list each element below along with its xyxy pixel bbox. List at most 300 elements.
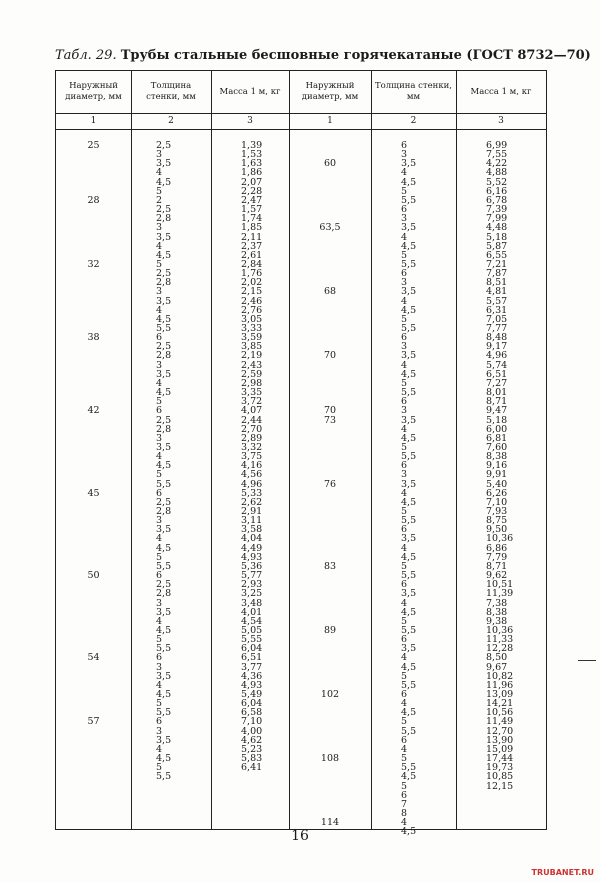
wall-thickness-cell: 2,5 <box>156 496 172 508</box>
mass-cell: 4,93 <box>241 679 263 691</box>
margin-mark <box>578 660 596 661</box>
mass-cell: 2,91 <box>241 506 263 517</box>
wall-thickness-cell: 6 <box>401 396 408 408</box>
table-caption <box>55 48 591 63</box>
wall-thickness-cell: 4 <box>401 423 408 435</box>
wall-thickness-cell: 3 <box>401 149 408 161</box>
wall-thickness-cell: 4 <box>401 652 408 664</box>
wall-thickness-cell: 5 <box>156 396 163 408</box>
mass-cell: 9,17 <box>486 341 508 353</box>
mass-cell: 10,85 <box>486 771 514 783</box>
wall-thickness-cell: 2 <box>156 194 163 206</box>
wall-thickness-cell: 4 <box>156 679 163 691</box>
mass-cell: 7,60 <box>486 441 508 453</box>
mass-cell: 8,50 <box>486 652 508 664</box>
wall-thickness-cell: 4 <box>401 743 408 755</box>
header-divider <box>56 113 546 114</box>
wall-thickness-cell: 6 <box>401 579 408 591</box>
colnum-1-right: 1 <box>327 116 333 126</box>
outer-diameter-cell: 60 <box>323 158 337 170</box>
outer-diameter-cell: 57 <box>87 716 100 728</box>
wall-thickness-cell: 4,5 <box>401 551 417 563</box>
wall-thickness-cell: 5 <box>156 762 163 774</box>
mass-cell: 2,84 <box>241 258 263 270</box>
mass-cell: 6,41 <box>241 762 263 774</box>
mass-cell: 3,05 <box>241 313 263 325</box>
col-divider <box>289 71 290 829</box>
wall-thickness-cell: 3 <box>156 725 163 737</box>
page-number: 16 <box>291 828 309 844</box>
mass-cell: 5,49 <box>241 689 263 700</box>
wall-thickness-cell: 5 <box>156 634 163 646</box>
mass-cell: 5,57 <box>486 295 508 307</box>
colnum-1-left: 1 <box>90 116 97 126</box>
mass-cell: 11,39 <box>486 588 514 600</box>
wall-thickness-cell: 4 <box>401 295 408 307</box>
mass-cell: 5,77 <box>241 570 263 582</box>
wall-thickness-cell: 2,5 <box>156 140 172 151</box>
wall-thickness-cell: 4,5 <box>156 689 172 700</box>
caption-title: Трубы стальные бесшовные горячекатаные (ГОСТ 8732—70) <box>120 48 591 63</box>
mass-cell: 4,56 <box>241 469 263 481</box>
mass-cell: 12,15 <box>486 780 514 792</box>
mass-cell: 3,35 <box>241 387 263 399</box>
wall-thickness-cell: 2,8 <box>156 350 172 362</box>
mass-cell: 5,05 <box>241 624 263 636</box>
wall-thickness-cell: 2,5 <box>156 414 172 426</box>
mass-cell: 9,62 <box>486 570 508 582</box>
mass-cell: 7,21 <box>486 258 508 270</box>
mass-cell: 1,76 <box>241 268 263 280</box>
mass-cell: 2,89 <box>241 432 263 444</box>
header-diameter-left: Наружный диаметр, мм <box>65 81 122 102</box>
wall-thickness-cell: 4 <box>156 533 163 545</box>
wall-thickness-cell: 3 <box>156 286 163 298</box>
mass-cell: 7,27 <box>486 377 508 389</box>
wall-thickness-cell: 7 <box>401 798 408 810</box>
mass-cell: 4,07 <box>241 405 263 417</box>
wall-thickness-cell: 5,5 <box>156 707 172 719</box>
wall-thickness-cell: 4 <box>156 451 163 463</box>
wall-thickness-cell: 4 <box>156 377 163 389</box>
mass-cell: 6,86 <box>486 542 508 554</box>
mass-cell: 5,40 <box>486 478 508 490</box>
caption-label: Табл. 29. <box>55 48 117 63</box>
wall-thickness-cell: 4,5 <box>156 313 172 325</box>
mass-cell: 6,58 <box>241 707 263 719</box>
wall-thickness-cell: 5 <box>156 469 163 481</box>
outer-diameter-cell: 50 <box>87 570 100 582</box>
wall-thickness-cell: 5 <box>401 780 408 792</box>
wall-thickness-cell: 5,5 <box>156 560 172 572</box>
mass-cell: 2,07 <box>241 176 263 188</box>
mass-cell: 3,11 <box>241 515 263 527</box>
mass-cell: 2,93 <box>241 579 263 591</box>
wall-thickness-cell: 6 <box>156 570 163 582</box>
wall-thickness-cell: 5 <box>156 551 163 563</box>
outer-diameter-cell: 73 <box>323 414 337 426</box>
mass-cell: 6,16 <box>486 185 508 197</box>
wall-thickness-cell: 6 <box>156 332 163 344</box>
colnum-divider <box>56 129 546 130</box>
wall-thickness-cell: 4,5 <box>401 661 417 673</box>
wall-thickness-cell: 4 <box>401 167 408 179</box>
outer-diameter-cell: 102 <box>320 689 340 700</box>
mass-cell: 2,11 <box>241 231 263 243</box>
mass-cell: 7,39 <box>486 204 508 216</box>
mass-cell: 2,44 <box>241 414 263 426</box>
outer-diameter-cell: 63,5 <box>319 222 341 234</box>
wall-thickness-cell: 3,5 <box>401 643 417 655</box>
wall-thickness-cell: 6 <box>156 652 163 664</box>
mass-cell: 10,36 <box>486 533 514 545</box>
mass-cell: 5,74 <box>486 359 508 371</box>
mass-cell: 13,09 <box>486 689 514 700</box>
wall-thickness-cell: 5,5 <box>401 725 417 737</box>
wall-thickness-cell: 2,5 <box>156 579 172 591</box>
wall-thickness-cell: 5 <box>401 377 408 389</box>
mass-cell: 5,23 <box>241 743 263 755</box>
mass-cell: 9,47 <box>486 405 508 417</box>
wall-thickness-cell: 6 <box>156 716 163 728</box>
mass-cell: 1,63 <box>241 158 263 170</box>
wall-thickness-cell: 3,5 <box>156 670 172 682</box>
header-diameter-right: Наружный диаметр, мм <box>301 81 359 102</box>
wall-thickness-cell: 4,5 <box>156 460 172 472</box>
mass-cell: 4,93 <box>241 551 263 563</box>
mass-cell: 17,44 <box>486 753 514 765</box>
wall-thickness-cell: 3,5 <box>401 414 417 426</box>
header-thickness-right: Толщина стенки, мм <box>374 81 453 102</box>
wall-thickness-cell: 3,5 <box>401 350 417 362</box>
mass-cell: 8,75 <box>486 515 508 527</box>
wall-thickness-cell: 3,5 <box>401 478 417 490</box>
mass-cell: 10,82 <box>486 670 514 682</box>
mass-cell: 4,01 <box>241 606 263 618</box>
wall-thickness-cell: 5 <box>401 670 408 682</box>
wall-thickness-cell: 3,5 <box>401 533 417 545</box>
outer-diameter-cell: 114 <box>320 817 340 829</box>
mass-cell: 1,74 <box>241 213 263 225</box>
wall-thickness-cell: 8 <box>401 807 408 819</box>
wall-thickness-cell: 5 <box>401 506 408 517</box>
mass-cell: 3,77 <box>241 661 263 673</box>
mass-cell: 8,38 <box>486 606 508 618</box>
mass-cell: 10,56 <box>486 707 514 719</box>
mass-cell: 7,79 <box>486 551 508 563</box>
wall-thickness-cell: 4,5 <box>401 368 417 380</box>
wall-thickness-cell: 3 <box>401 405 408 417</box>
mass-cell: 6,81 <box>486 432 508 444</box>
mass-cell: 9,67 <box>486 661 508 673</box>
mass-cell: 2,62 <box>241 496 263 508</box>
mass-cell: 2,43 <box>241 359 263 371</box>
wall-thickness-cell: 4,5 <box>156 387 172 399</box>
mass-cell: 1,53 <box>241 149 263 161</box>
wall-thickness-cell: 5 <box>401 313 408 325</box>
wall-thickness-cell: 5 <box>401 441 408 453</box>
wall-thickness-cell: 5 <box>156 185 163 197</box>
wall-thickness-cell: 4,5 <box>156 249 172 261</box>
wall-thickness-cell: 4 <box>156 615 163 627</box>
wall-thickness-cell: 2,8 <box>156 423 172 435</box>
wall-thickness-cell: 3 <box>401 277 408 289</box>
wall-thickness-cell: 5,5 <box>156 643 172 655</box>
wall-thickness-cell: 4 <box>156 304 163 316</box>
wall-thickness-cell: 3,5 <box>156 441 172 453</box>
mass-cell: 2,02 <box>241 277 263 289</box>
outer-diameter-cell: 38 <box>87 332 100 344</box>
mass-cell: 4,54 <box>241 615 263 627</box>
wall-thickness-cell: 4 <box>401 597 408 609</box>
mass-cell: 3,59 <box>241 332 263 344</box>
mass-cell: 6,04 <box>241 698 263 710</box>
wall-thickness-cell: 3,5 <box>156 734 172 746</box>
wall-thickness-cell: 3,5 <box>156 158 172 170</box>
wall-thickness-cell: 5 <box>401 249 408 261</box>
colnum-2-right: 2 <box>410 116 417 126</box>
mass-cell: 4,88 <box>486 167 508 179</box>
mass-cell: 3,85 <box>241 341 263 353</box>
mass-cell: 5,18 <box>486 414 508 426</box>
mass-cell: 4,16 <box>241 460 263 472</box>
mass-cell: 19,73 <box>486 762 514 774</box>
wall-thickness-cell: 4 <box>401 487 408 499</box>
mass-cell: 7,99 <box>486 213 508 225</box>
mass-cell: 2,15 <box>241 286 263 298</box>
wall-thickness-cell: 2,5 <box>156 204 172 216</box>
mass-cell: 2,28 <box>241 185 263 197</box>
mass-cell: 6,55 <box>486 249 508 261</box>
header-mass-left: Масса 1 м, кг <box>219 86 281 97</box>
wall-thickness-cell: 4,5 <box>156 542 172 554</box>
col-divider <box>131 71 132 829</box>
wall-thickness-cell: 3,5 <box>401 222 417 234</box>
wall-thickness-cell: 3,5 <box>156 231 172 243</box>
wall-thickness-cell: 2,5 <box>156 268 172 280</box>
wall-thickness-cell: 4,5 <box>401 496 417 508</box>
mass-cell: 9,16 <box>486 460 508 472</box>
wall-thickness-cell: 6 <box>401 734 408 746</box>
wall-thickness-cell: 6 <box>401 689 408 700</box>
mass-cell: 9,38 <box>486 615 508 627</box>
mass-cell: 4,22 <box>486 158 508 170</box>
wall-thickness-cell: 5 <box>156 698 163 710</box>
mass-cell: 4,81 <box>486 286 508 298</box>
mass-cell: 9,91 <box>486 469 508 481</box>
col-divider <box>456 71 457 829</box>
mass-cell: 5,87 <box>486 240 508 252</box>
wall-thickness-cell: 6 <box>401 789 408 801</box>
wall-thickness-cell: 4,5 <box>401 176 417 188</box>
mass-cell: 5,55 <box>241 634 263 646</box>
wall-thickness-cell: 4,5 <box>401 240 417 252</box>
watermark-logo: TRUBANET.RU <box>531 868 594 877</box>
mass-cell: 2,47 <box>241 194 263 206</box>
wall-thickness-cell: 4,5 <box>401 826 417 838</box>
mass-cell: 4,36 <box>241 670 263 682</box>
outer-diameter-cell: 54 <box>87 652 100 664</box>
outer-diameter-cell: 76 <box>323 478 337 490</box>
mass-cell: 3,32 <box>241 441 263 453</box>
mass-cell: 1,39 <box>241 140 263 151</box>
wall-thickness-cell: 5,5 <box>401 323 417 334</box>
header-thickness-left: Толщина стенки, мм <box>146 81 196 102</box>
wall-thickness-cell: 5 <box>401 753 408 765</box>
wall-thickness-cell: 6 <box>401 204 408 216</box>
mass-cell: 2,98 <box>241 377 263 389</box>
mass-cell: 4,96 <box>241 478 263 490</box>
colnum-2-left: 2 <box>168 116 174 126</box>
mass-cell: 3,58 <box>241 524 263 536</box>
wall-thickness-cell: 3 <box>156 661 163 673</box>
colnum-3-right: 3 <box>498 116 504 126</box>
wall-thickness-cell: 3 <box>156 149 163 161</box>
mass-cell: 2,46 <box>241 295 263 307</box>
wall-thickness-cell: 4 <box>401 698 408 710</box>
outer-diameter-cell: 25 <box>87 140 100 151</box>
wall-thickness-cell: 6 <box>401 332 408 344</box>
outer-diameter-cell: 83 <box>323 560 337 572</box>
mass-cell: 6,04 <box>241 643 263 655</box>
mass-cell: 2,59 <box>241 368 263 380</box>
wall-thickness-cell: 6 <box>156 405 163 417</box>
mass-cell: 1,86 <box>241 167 263 179</box>
mass-cell: 4,00 <box>241 725 263 737</box>
wall-thickness-cell: 5 <box>401 615 408 627</box>
wall-thickness-cell: 4,5 <box>401 707 417 719</box>
wall-thickness-cell: 2,8 <box>156 506 172 517</box>
wall-thickness-cell: 6 <box>401 460 408 472</box>
wall-thickness-cell: 4,5 <box>156 624 172 636</box>
mass-cell: 7,10 <box>486 496 508 508</box>
wall-thickness-cell: 4 <box>401 359 408 371</box>
wall-thickness-cell: 5,5 <box>401 515 417 527</box>
wall-thickness-cell: 6 <box>401 140 408 151</box>
mass-cell: 10,51 <box>486 579 514 591</box>
wall-thickness-cell: 3 <box>156 222 163 234</box>
wall-thickness-cell: 5 <box>401 716 408 728</box>
mass-cell: 13,90 <box>486 734 514 746</box>
mass-cell: 3,72 <box>241 396 263 408</box>
mass-cell: 8,71 <box>486 560 508 572</box>
outer-diameter-cell: 108 <box>320 753 340 765</box>
mass-cell: 7,77 <box>486 323 508 334</box>
wall-thickness-cell: 5,5 <box>401 570 417 582</box>
mass-cell: 6,99 <box>486 140 508 151</box>
wall-thickness-cell: 5,5 <box>401 451 417 463</box>
wall-thickness-cell: 5,5 <box>156 771 172 783</box>
mass-cell: 6,00 <box>486 423 508 435</box>
wall-thickness-cell: 2,8 <box>156 588 172 600</box>
wall-thickness-cell: 3 <box>156 515 163 527</box>
wall-thickness-cell: 3 <box>156 432 163 444</box>
wall-thickness-cell: 6 <box>401 634 408 646</box>
outer-diameter-cell: 42 <box>87 405 100 417</box>
wall-thickness-cell: 5 <box>156 258 163 270</box>
mass-cell: 15,09 <box>486 743 514 755</box>
mass-cell: 14,21 <box>486 698 514 710</box>
mass-cell: 5,83 <box>241 753 263 765</box>
mass-cell: 6,51 <box>241 652 263 664</box>
wall-thickness-cell: 2,8 <box>156 277 172 289</box>
mass-cell: 6,78 <box>486 194 508 206</box>
mass-cell: 4,96 <box>486 350 508 362</box>
wall-thickness-cell: 3 <box>401 469 408 481</box>
mass-cell: 3,48 <box>241 597 263 609</box>
mass-cell: 8,38 <box>486 451 508 463</box>
wall-thickness-cell: 5,5 <box>401 387 417 399</box>
mass-cell: 5,36 <box>241 560 263 572</box>
wall-thickness-cell: 4 <box>401 231 408 243</box>
wall-thickness-cell: 3 <box>401 341 408 353</box>
mass-cell: 2,37 <box>241 240 263 252</box>
mass-cell: 7,55 <box>486 149 508 161</box>
col-divider <box>211 71 212 829</box>
mass-cell: 7,87 <box>486 268 508 280</box>
wall-thickness-cell: 5,5 <box>156 478 172 490</box>
mass-cell: 6,31 <box>486 304 508 316</box>
wall-thickness-cell: 5,5 <box>401 194 417 206</box>
wall-thickness-cell: 4,5 <box>401 606 417 618</box>
mass-cell: 7,93 <box>486 506 508 517</box>
wall-thickness-cell: 3 <box>156 597 163 609</box>
outer-diameter-cell: 32 <box>87 258 100 270</box>
pipe-table <box>55 70 547 838</box>
outer-diameter-cell: 89 <box>323 624 337 636</box>
mass-cell: 2,70 <box>241 423 263 435</box>
mass-cell: 3,75 <box>241 451 263 463</box>
wall-thickness-cell: 3,5 <box>156 295 172 307</box>
mass-cell: 8,01 <box>486 387 508 399</box>
wall-thickness-cell: 5,5 <box>401 762 417 774</box>
mass-cell: 9,50 <box>486 524 508 536</box>
mass-cell: 7,10 <box>241 716 263 728</box>
wall-thickness-cell: 4,5 <box>156 753 172 765</box>
wall-thickness-cell: 4 <box>401 542 408 554</box>
mass-cell: 7,05 <box>486 313 508 325</box>
mass-cell: 12,28 <box>486 643 514 655</box>
wall-thickness-cell: 6 <box>156 487 163 499</box>
mass-cell: 5,18 <box>486 231 508 243</box>
col-divider <box>371 71 372 829</box>
mass-cell: 6,51 <box>486 368 508 380</box>
mass-cell: 2,61 <box>241 249 263 261</box>
mass-cell: 3,25 <box>241 588 263 600</box>
wall-thickness-cell: 4,5 <box>401 771 417 783</box>
wall-thickness-cell: 4 <box>156 743 163 755</box>
header-mass-right: Масса 1 м, кг <box>470 86 532 97</box>
colnum-3-left: 3 <box>247 116 253 126</box>
outer-diameter-cell: 70 <box>323 350 337 362</box>
wall-thickness-cell: 4 <box>156 240 163 252</box>
wall-thickness-cell: 3 <box>156 359 163 371</box>
mass-cell: 4,04 <box>241 533 263 545</box>
mass-cell: 4,49 <box>241 542 263 554</box>
wall-thickness-cell: 4 <box>401 817 408 829</box>
wall-thickness-cell: 2,8 <box>156 213 172 225</box>
mass-cell: 5,52 <box>486 176 508 188</box>
wall-thickness-cell: 4,5 <box>156 176 172 188</box>
mass-cell: 1,57 <box>241 204 263 216</box>
wall-thickness-cell: 5 <box>401 185 408 197</box>
outer-diameter-cell: 28 <box>87 194 100 206</box>
wall-thickness-cell: 3,5 <box>401 588 417 600</box>
wall-thickness-cell: 5,5 <box>156 323 172 334</box>
mass-cell: 10,36 <box>486 624 514 636</box>
wall-thickness-cell: 6 <box>401 524 408 536</box>
wall-thickness-cell: 4 <box>156 167 163 179</box>
